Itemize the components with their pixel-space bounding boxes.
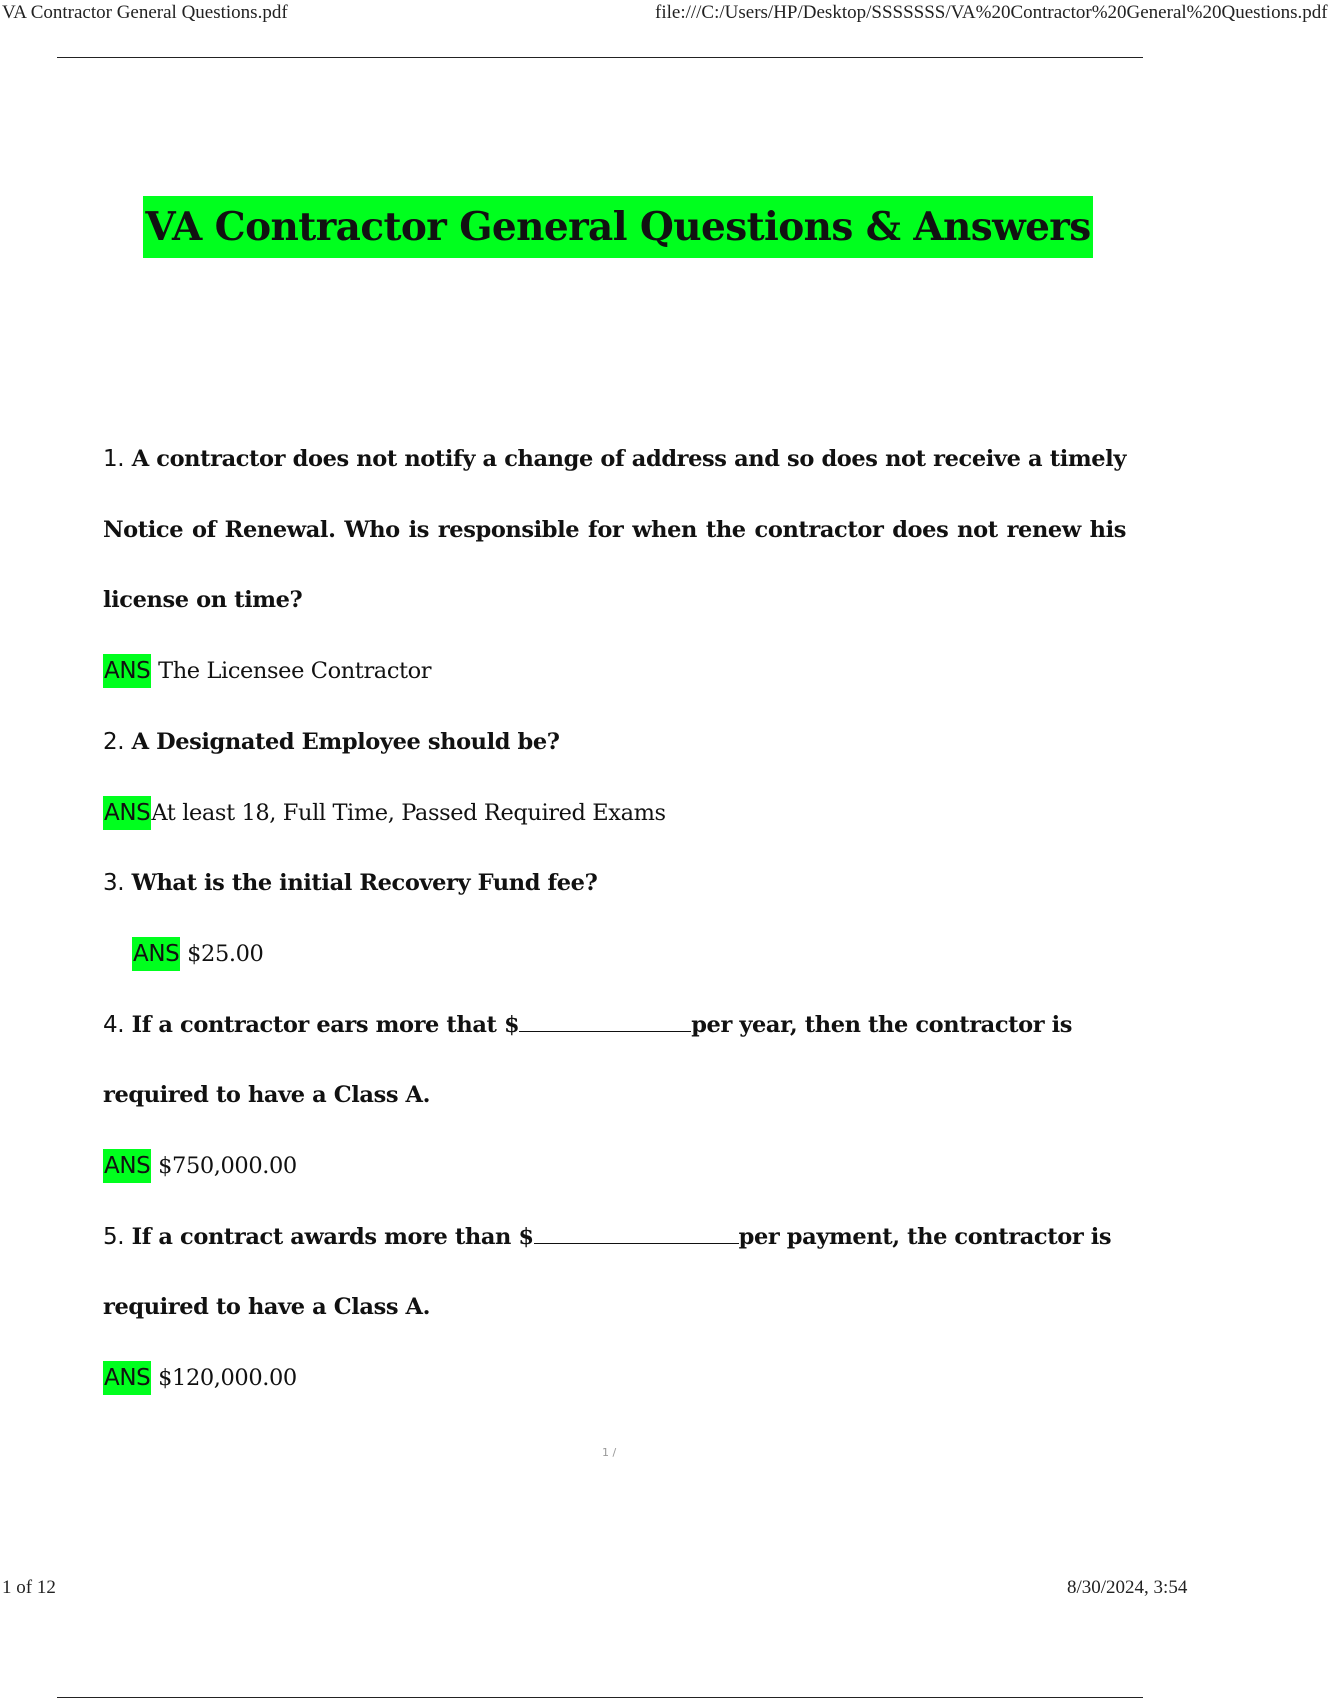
header-divider <box>57 57 1143 58</box>
answer-label: ANS <box>132 937 180 971</box>
answer-text: At least 18, Full Time, Passed Required Exams <box>151 799 666 826</box>
question-text-start: If a contract awards more than $ <box>131 1223 534 1250</box>
question-4 <box>103 990 1126 1061</box>
answer-2 <box>103 778 1126 849</box>
answer-1 <box>103 636 1126 707</box>
answer-label: ANS <box>103 796 151 830</box>
answer-5 <box>103 1343 1126 1414</box>
fill-in-blank <box>519 1010 691 1031</box>
answer-text: The Licensee Contractor <box>158 658 432 685</box>
question-3 <box>103 848 1126 919</box>
question-4-continued <box>103 1060 1126 1131</box>
question-number: 4. <box>103 1011 125 1038</box>
question-text-line2: required to have a Class A. <box>103 1294 431 1321</box>
fill-in-blank <box>534 1222 739 1243</box>
page-marker: 1 / <box>602 1446 617 1459</box>
answer-text: $750,000.00 <box>158 1153 297 1180</box>
question-number: 1. <box>103 446 125 472</box>
question-text-end: per year, then the contractor is <box>691 1011 1073 1038</box>
document-title: VA Contractor General Questions & Answers <box>143 196 1092 258</box>
print-header-url: file:///C:/Users/HP/Desktop/SSSSSSS/VA%20Contractor%20General%20Questions.pdf <box>655 2 1328 23</box>
question-number: 3. <box>103 870 125 897</box>
question-2 <box>103 707 1126 778</box>
print-footer-page-count: 1 of 12 <box>2 1577 56 1598</box>
question-list <box>103 424 1126 1414</box>
print-header-filename: VA Contractor General Questions.pdf <box>2 2 288 23</box>
answer-4 <box>103 1131 1126 1202</box>
question-5 <box>103 1202 1126 1273</box>
question-text: A contractor does not notify a change of address and so does not receive a timely Notice of Renewal. Who is responsible for when the contractor does not renew his license on time? <box>103 446 1127 614</box>
print-footer-datetime: 8/30/2024, 3:54 <box>1067 1577 1188 1598</box>
question-5-continued <box>103 1272 1126 1343</box>
answer-text: $120,000.00 <box>158 1365 297 1392</box>
question-number: 5. <box>103 1223 125 1250</box>
question-1 <box>103 424 1126 636</box>
question-number: 2. <box>103 728 125 755</box>
answer-label: ANS <box>103 654 151 688</box>
title-container <box>0 196 1236 258</box>
answer-3 <box>103 919 1126 990</box>
question-text-end: per payment, the contractor is <box>738 1223 1112 1250</box>
question-text-line2: required to have a Class A. <box>103 1082 431 1109</box>
question-text: A Designated Employee should be? <box>131 728 560 755</box>
answer-label: ANS <box>103 1149 151 1183</box>
footer-divider <box>57 1697 1143 1698</box>
answer-text: $25.00 <box>187 940 264 967</box>
question-text-start: If a contractor ears more that $ <box>131 1011 520 1038</box>
question-text: What is the initial Recovery Fund fee? <box>131 870 598 897</box>
answer-label: ANS <box>103 1361 151 1395</box>
